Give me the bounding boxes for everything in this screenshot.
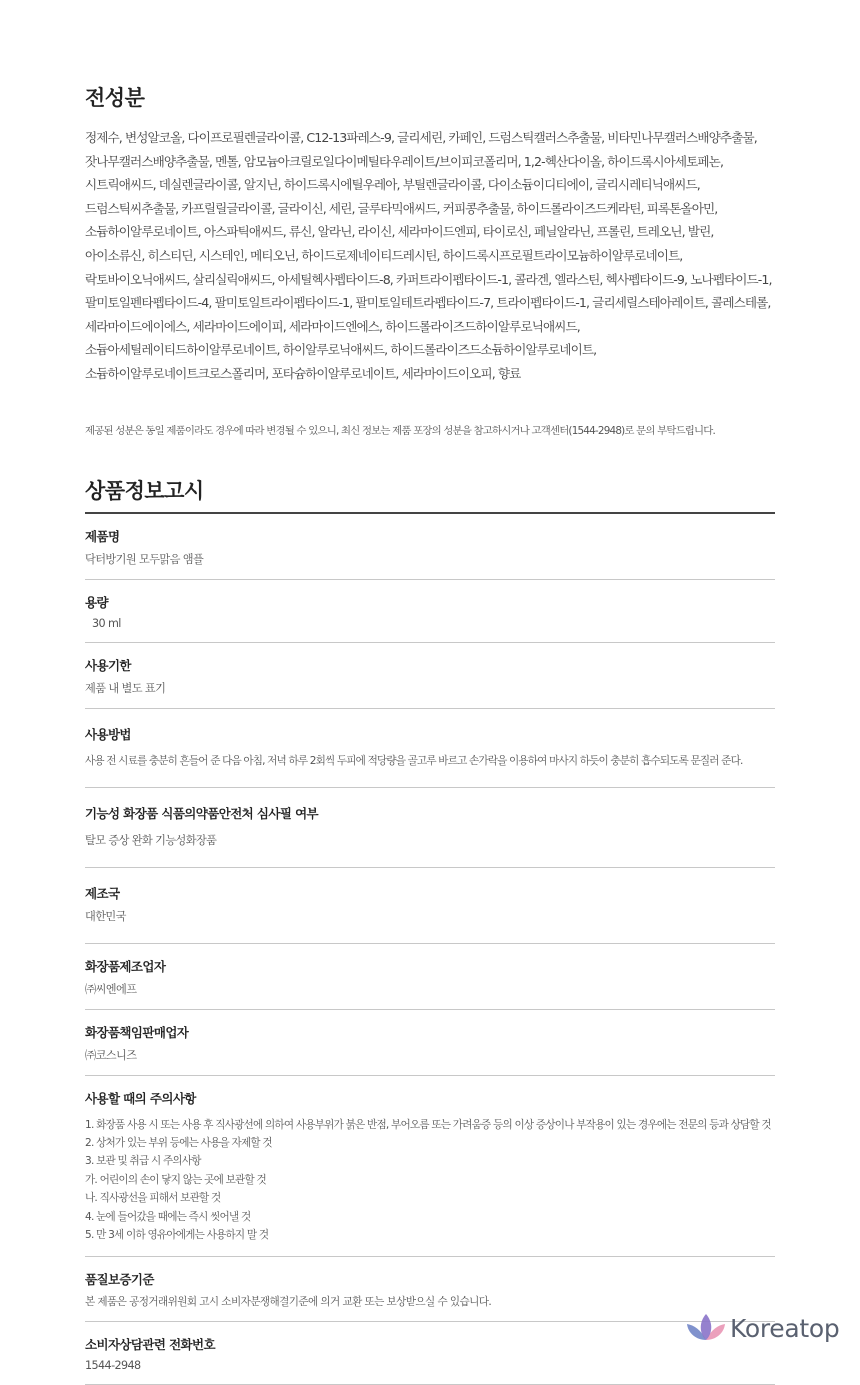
info-value: 제품 내 별도 표기: [85, 681, 166, 695]
info-row-volume: [85, 580, 775, 643]
caution-line: 5. 만 3세 이하 영유아에게는 사용하지 말 것: [85, 1228, 269, 1241]
info-label: 화장품책임판매업자: [85, 1024, 189, 1040]
info-row-functional: [85, 788, 775, 868]
caution-line: 1. 화장품 사용 시 또는 사용 후 직사광선에 의하여 사용부위가 붉은 반점, 부어오름 또는 가려움증 등의 이상 증상이나 부작용이 있는 경우에는 전문의 등과 상담할 것: [85, 1118, 771, 1131]
info-label: 사용할 때의 주의사항: [85, 1090, 196, 1106]
koreatop-logo: [686, 1310, 839, 1346]
info-label: 화장품제조업자: [85, 958, 166, 974]
info-label: 기능성 화장품 식품의약품안전처 심사필 여부: [85, 805, 319, 821]
info-value: 30 ml: [92, 616, 121, 630]
info-row-country: [85, 868, 775, 944]
info-label: 소비자상담관련 전화번호: [85, 1337, 215, 1353]
info-value: ㈜씨엔에프: [85, 982, 137, 996]
lotus-icon: [686, 1313, 726, 1343]
caution-list: [85, 1116, 775, 1245]
info-label: 사용방법: [85, 726, 131, 742]
info-label: 용량: [85, 594, 108, 610]
info-row-usage: [85, 709, 775, 788]
info-value: ㈜코스니즈: [85, 1048, 137, 1062]
info-value: 사용 전 시료를 충분히 흔들어 준 다음 아침, 저녁 하루 2회씩 두피에 적당량을 골고루 바르고 손가락을 이용하여 마사지 하듯이 충분히 흡수되도록 문질러 준다.: [85, 754, 743, 767]
caution-line: 4. 눈에 들어갔을 때에는 즉시 씻어낼 것: [85, 1210, 251, 1223]
info-row-distributor: [85, 1010, 775, 1076]
info-label: 제품명: [85, 528, 120, 544]
info-row-expiry: [85, 643, 775, 709]
info-row-quality: [85, 1257, 775, 1322]
info-value: 닥터방기원 모두맑음 앰플: [85, 552, 204, 566]
info-label: 품질보증기준: [85, 1272, 154, 1288]
info-value: 1544-2948: [85, 1359, 141, 1373]
content: [85, 82, 775, 1385]
caution-line: 가. 어린이의 손이 닿지 않는 곳에 보관할 것: [85, 1173, 266, 1186]
logo-text: Koreatop: [730, 1313, 840, 1343]
ingredients-title: 전성분: [85, 86, 145, 110]
caution-line: 2. 상처가 있는 부위 등에는 사용을 자제할 것: [85, 1136, 272, 1149]
caution-line: 나. 직사광선을 피해서 보관할 것: [85, 1192, 221, 1205]
product-info-table: [85, 514, 775, 1385]
info-row-product-name: [85, 514, 775, 580]
info-value: 대한민국: [85, 909, 126, 923]
product-info-title: 상품정보고시: [85, 475, 775, 514]
info-label: 제조국: [85, 885, 120, 901]
caution-line: 3. 보관 및 취급 시 주의사항: [85, 1155, 201, 1168]
info-row-manufacturer: [85, 944, 775, 1010]
info-value: 본 제품은 공정거래위원회 고시 소비자분쟁해결기준에 의거 교환 또는 보상받으실 수 있습니다.: [85, 1296, 492, 1309]
info-row-cautions: [85, 1076, 775, 1258]
ingredients-text: 정제수, 변성알코올, 다이프로필렌글라이콜, C12-13파레스-9, 글리세린, 카페인, 드럼스틱캘러스추출물, 비타민나무캘러스배양추출물, 잣나무캘러스배양추출물, 멘톨, 암모늄아크릴로일다이메틸타우레이트/브이피코폴리머, 1,2-헥산다이올, 하이드록시아세토페논, 시트릭애씨드, 데실렌글라이콜, 알지닌, 하이드록시에틸우레아, 부틸렌글라이콜, 다이소듐이디티에이, 글리시레티닉애씨드, 드럼스틱씨추출물, 카프릴릴글라이콜, 글라이신, 세린, 글루타믹애씨드, 커피콩추출물, 하이드롤라이즈드케라틴, 피록톤올아민, 소듐하이알루로네이트, 아스파틱애씨드, 류신, 알라닌, 라이신, 세라마이드엔피, 타이로신, 페닐알라닌, 프롤린, 트레오닌, 발린, 아이소류신, 히스티딘, 시스테인, 메티오닌, 하이드로제네이티드레시틴, 하이드록시프로필트라이모늄하이알루로네이트, 락토바이오닉애씨드, 살리실릭애씨드, 아세틸헥사펩타이드-8, 카퍼트라이펩타이드-1, 콜라겐, 엘라스틴, 헥사펩타이드-9, 노나펩타이드-1, 팔미토일펜타펩타이드-4, 팔미토일트라이펩타이드-1, 팔미토일테트라펩타이드-7, 트라이펩타이드-1, 글리세릴스테아레이트, 콜레스테롤, 세라마이드에이에스, 세라마이드에이피, 세라마이드엔에스, 하이드롤라이즈드하이알루로닉애씨드, 소듐아세틸레이티드하이알루로네이트, 하이알루로닉애씨드, 하이드롤라이즈드소듐하이알루로네이트, 소듐하이알루로네이트크로스폴리머, 포타슘하이알루로네이트, 세라마이드이오피, 향료: [85, 130, 772, 381]
info-value: 탈모 증상 완화 기능성화장품: [85, 833, 217, 847]
info-label: 사용기한: [85, 657, 131, 673]
ingredients-notice: 제공된 성분은 동일 제품이라도 경우에 따라 변경될 수 있으니, 최신 정보는 제품 포장의 성분을 참고하시거나 고객센터(1544-2948)로 문의 부탁드립니다.: [85, 424, 716, 437]
